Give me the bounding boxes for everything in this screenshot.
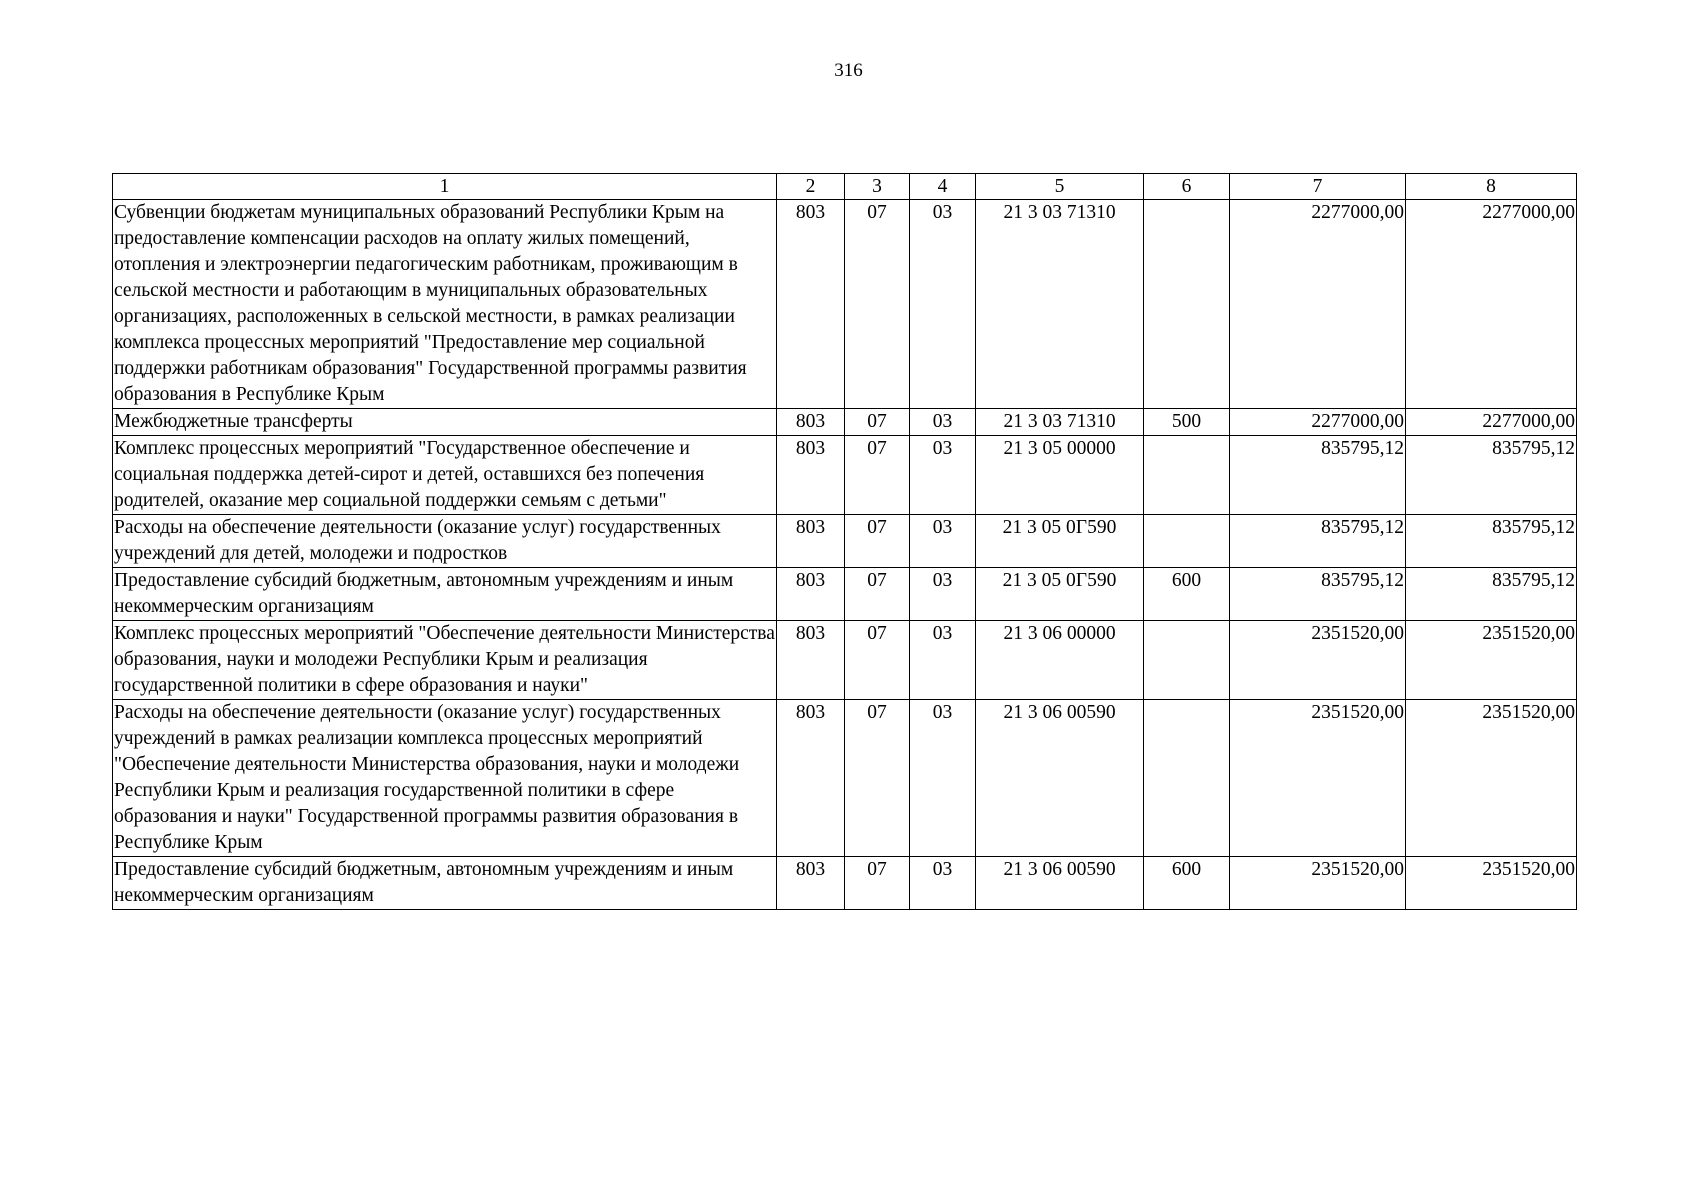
table-row xyxy=(113,515,1577,568)
amount-col8: 835795,12 xyxy=(1406,436,1577,515)
table-row xyxy=(113,621,1577,700)
row-description: Расходы на обеспечение деятельности (оказание услуг) государственных учреждений в рамках реализации комплекса процессных мероприятий "Обеспечение деятельности Министерства образования, науки и молодежи Республики Крым и реализация государственной политики в сфере образования и науки" Государственной программы развития образования в Республике Крым xyxy=(113,700,777,857)
target-article-code: 21 3 05 0Г590 xyxy=(976,568,1144,621)
header-row xyxy=(113,174,1577,200)
row-description: Предоставление субсидий бюджетным, автономным учреждениям и иным некоммерческим организациям xyxy=(113,857,777,910)
section-code: 07 xyxy=(845,515,910,568)
amount-col8: 2351520,00 xyxy=(1406,857,1577,910)
column-header: 6 xyxy=(1144,174,1230,200)
table-row xyxy=(113,200,1577,409)
amount-col7: 835795,12 xyxy=(1230,436,1406,515)
section-code: 07 xyxy=(845,436,910,515)
amount-col8: 2351520,00 xyxy=(1406,621,1577,700)
row-description: Комплекс процессных мероприятий "Обеспечение деятельности Министерства образования, науки и молодежи Республики Крым и реализация государственной политики в сфере образования и науки" xyxy=(113,621,777,700)
amount-col7: 2351520,00 xyxy=(1230,621,1406,700)
column-header: 2 xyxy=(777,174,845,200)
expense-type-code xyxy=(1144,436,1230,515)
table-row xyxy=(113,436,1577,515)
section-code: 07 xyxy=(845,568,910,621)
page-number: 316 xyxy=(834,60,863,81)
amount-col8: 2277000,00 xyxy=(1406,200,1577,409)
row-description: Комплекс процессных мероприятий "Государственное обеспечение и социальная поддержка детей-сирот и детей, оставшихся без попечения родителей, оказание мер социальной поддержки семьям с детьми" xyxy=(113,436,777,515)
ministry-code: 803 xyxy=(777,515,845,568)
subsection-code: 03 xyxy=(910,857,976,910)
table-row xyxy=(113,857,1577,910)
expense-type-code xyxy=(1144,200,1230,409)
target-article-code: 21 3 05 00000 xyxy=(976,436,1144,515)
table-header xyxy=(113,174,1577,200)
column-header: 5 xyxy=(976,174,1144,200)
target-article-code: 21 3 06 00590 xyxy=(976,857,1144,910)
subsection-code: 03 xyxy=(910,200,976,409)
amount-col8: 2351520,00 xyxy=(1406,700,1577,857)
amount-col7: 835795,12 xyxy=(1230,515,1406,568)
row-description: Расходы на обеспечение деятельности (оказание услуг) государственных учреждений для детей, молодежи и подростков xyxy=(113,515,777,568)
budget-table xyxy=(112,173,1577,910)
expense-type-code: 500 xyxy=(1144,409,1230,436)
ministry-code: 803 xyxy=(777,700,845,857)
amount-col8: 2277000,00 xyxy=(1406,409,1577,436)
table-row xyxy=(113,700,1577,857)
row-description: Межбюджетные трансферты xyxy=(113,409,777,436)
expense-type-code: 600 xyxy=(1144,857,1230,910)
subsection-code: 03 xyxy=(910,621,976,700)
section-code: 07 xyxy=(845,857,910,910)
ministry-code: 803 xyxy=(777,436,845,515)
expense-type-code xyxy=(1144,621,1230,700)
subsection-code: 03 xyxy=(910,515,976,568)
expense-type-code: 600 xyxy=(1144,568,1230,621)
target-article-code: 21 3 05 0Г590 xyxy=(976,515,1144,568)
ministry-code: 803 xyxy=(777,409,845,436)
target-article-code: 21 3 06 00590 xyxy=(976,700,1144,857)
section-code: 07 xyxy=(845,621,910,700)
expense-type-code xyxy=(1144,515,1230,568)
ministry-code: 803 xyxy=(777,200,845,409)
column-header: 4 xyxy=(910,174,976,200)
column-header: 1 xyxy=(113,174,777,200)
amount-col8: 835795,12 xyxy=(1406,515,1577,568)
target-article-code: 21 3 06 00000 xyxy=(976,621,1144,700)
amount-col7: 2277000,00 xyxy=(1230,200,1406,409)
subsection-code: 03 xyxy=(910,409,976,436)
column-header: 7 xyxy=(1230,174,1406,200)
amount-col7: 835795,12 xyxy=(1230,568,1406,621)
row-description: Субвенции бюджетам муниципальных образований Республики Крым на предоставление компенсации расходов на оплату жилых помещений, отопления и электроэнергии педагогическим работникам, проживающим в сельской местности и работающим в муниципальных образовательных организациях, расположенных в сельской местности, в рамках реализации комплекса процессных мероприятий "Предоставление мер социальной поддержки работникам образования" Государственной программы развития образования в Республике Крым xyxy=(113,200,777,409)
subsection-code: 03 xyxy=(910,700,976,857)
ministry-code: 803 xyxy=(777,568,845,621)
amount-col7: 2351520,00 xyxy=(1230,700,1406,857)
amount-col8: 835795,12 xyxy=(1406,568,1577,621)
ministry-code: 803 xyxy=(777,857,845,910)
expense-type-code xyxy=(1144,700,1230,857)
amount-col7: 2351520,00 xyxy=(1230,857,1406,910)
target-article-code: 21 3 03 71310 xyxy=(976,409,1144,436)
amount-col7: 2277000,00 xyxy=(1230,409,1406,436)
row-description: Предоставление субсидий бюджетным, автономным учреждениям и иным некоммерческим организациям xyxy=(113,568,777,621)
subsection-code: 03 xyxy=(910,436,976,515)
section-code: 07 xyxy=(845,200,910,409)
subsection-code: 03 xyxy=(910,568,976,621)
column-header: 8 xyxy=(1406,174,1577,200)
table-row xyxy=(113,409,1577,436)
table-body xyxy=(113,200,1577,910)
column-header: 3 xyxy=(845,174,910,200)
table-row xyxy=(113,568,1577,621)
section-code: 07 xyxy=(845,409,910,436)
ministry-code: 803 xyxy=(777,621,845,700)
section-code: 07 xyxy=(845,700,910,857)
target-article-code: 21 3 03 71310 xyxy=(976,200,1144,409)
